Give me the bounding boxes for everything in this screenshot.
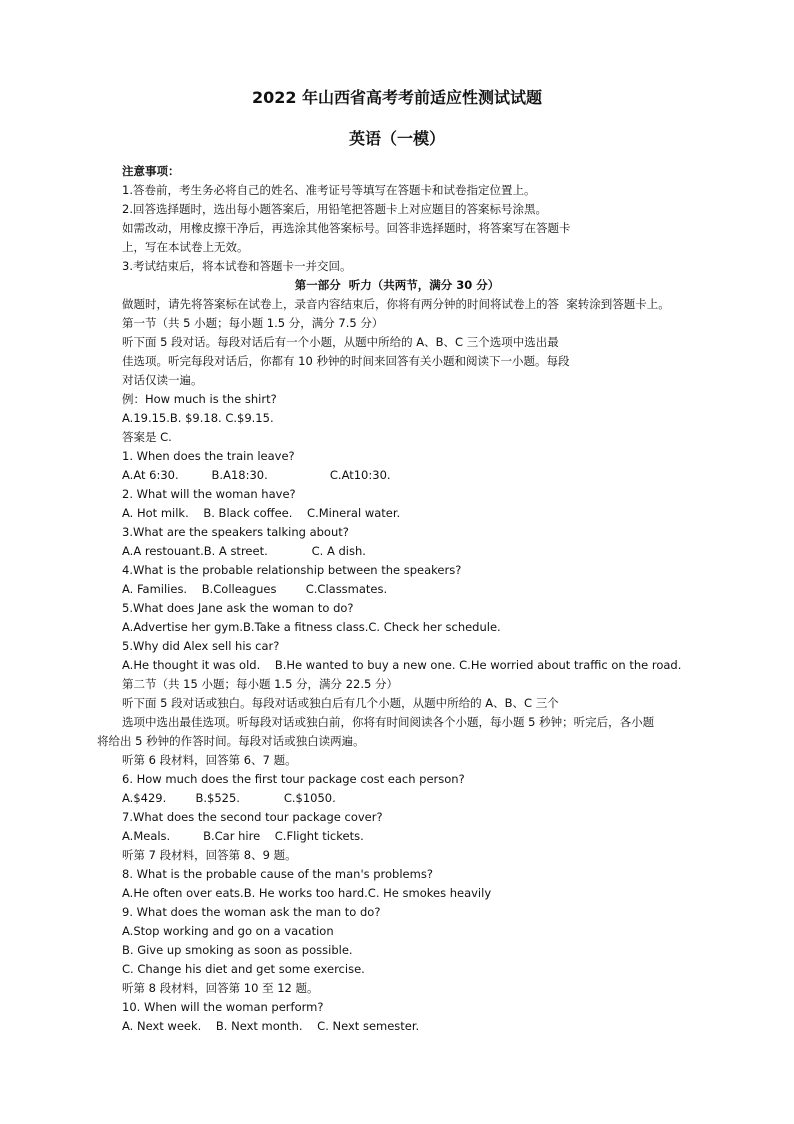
section2-instruction: 将给出 5 秒钟的作答时间。每段对话或独白读两遍。 — [97, 734, 365, 748]
question-options: A.At 6:30. B.A18:30. C.At10:30. — [122, 468, 391, 482]
question-options: A.He often over eats.B. He works too hard.C. He smokes heavily — [122, 886, 492, 900]
question-option: C. Change his diet and get some exercise. — [122, 962, 365, 976]
notice-heading: 注意事项： — [122, 164, 180, 178]
question-text: 1. When does the train leave? — [122, 449, 295, 463]
question-options: A.He thought it was old. B.He wanted to buy a new one. C.He worried about traffic on the road. — [122, 658, 682, 672]
question-text: 9. What does the woman ask the man to do? — [122, 905, 381, 919]
question-options: A. Families. B.Colleagues C.Classmates. — [122, 582, 388, 596]
section1-heading: 第一节（共 5 小题；每小题 1.5 分，满分 7.5 分） — [122, 316, 384, 330]
question-options: A.Meals. B.Car hire C.Flight tickets. — [122, 829, 364, 843]
page-subtitle: 英语（一模） — [348, 129, 445, 148]
question-text: 7.What does the second tour package cover? — [122, 810, 383, 824]
part1-intro: 做题时，请先将答案标在试卷上，录音内容结束后，你将有两分钟的时间将试卷上的答 案转涂到答题卡上。 — [122, 297, 670, 311]
section1-instruction: 对话仅读一遍。 — [122, 373, 203, 387]
part1-heading: 第一部分 听力（共两节，满分 30 分） — [294, 278, 500, 292]
question-text: 8. What is the probable cause of the man's problems? — [122, 867, 433, 881]
section2-heading: 第二节（共 15 小题；每小题 1.5 分，满分 22.5 分） — [122, 677, 398, 691]
section1-instruction: 听下面 5 段对话。每段对话后有一个小题，从题中所给的 A、B、C 三个选项中选出最 — [122, 335, 559, 349]
question-text: 10. When will the woman perform? — [122, 1000, 324, 1014]
section2-instruction: 选项中选出最佳选项。听每段对话或独白前，你将有时间阅读各个小题，每小题 5 秒钟；听完后，各小题 — [122, 715, 655, 729]
question-text: 2. What will the woman have? — [122, 487, 296, 501]
material-heading: 听第 6 段材料，回答第 6、7 题。 — [122, 753, 297, 767]
notice-item: 如需改动，用橡皮擦干净后，再选涂其他答案标号。回答非选择题时，将答案写在答题卡 — [122, 221, 571, 235]
example-options: A.19.15.B. $9.18. C.$9.15. — [122, 411, 274, 425]
notice-item: 3.考试结束后，将本试卷和答题卡一并交回。 — [122, 259, 352, 273]
section2-instruction: 听下面 5 段对话或独白。每段对话或独白后有几个小题，从题中所给的 A、B、C 三个 — [122, 696, 559, 710]
page-title: 2022 年山西省高考考前适应性测试试题 — [251, 88, 543, 107]
notice-item: 1.答卷前，考生务必将自己的姓名、准考证号等填写在答题卡和试卷指定位置上。 — [122, 183, 536, 197]
material-heading: 听第 8 段材料，回答第 10 至 12 题。 — [122, 981, 319, 995]
example-question: 例：How much is the shirt? — [122, 392, 277, 406]
material-heading: 听第 7 段材料，回答第 8、9 题。 — [122, 848, 297, 862]
question-text: 4.What is the probable relationship between the speakers? — [122, 563, 462, 577]
question-text: 6. How much does the first tour package cost each person? — [122, 772, 465, 786]
notice-item: 上，写在本试卷上无效。 — [122, 240, 249, 254]
question-options: A.A restouant.B. A street. C. A dish. — [122, 544, 366, 558]
question-options: A. Hot milk. B. Black coffee. C.Mineral water. — [122, 506, 401, 520]
question-text: 5.What does Jane ask the woman to do? — [122, 601, 354, 615]
example-answer: 答案是 C. — [122, 430, 172, 444]
question-options: A.Advertise her gym.B.Take a fitness class.C. Check her schedule. — [122, 620, 501, 634]
question-text: 3.What are the speakers talking about? — [122, 525, 349, 539]
section1-instruction: 佳选项。听完每段对话后，你都有 10 秒钟的时间来回答有关小题和阅读下一小题。每段 — [122, 354, 570, 368]
question-options: A. Next week. B. Next month. C. Next semester. — [122, 1019, 420, 1033]
question-option: B. Give up smoking as soon as possible. — [122, 943, 353, 957]
notice-item: 2.回答选择题时，选出每小题答案后，用铅笔把答题卡上对应题目的答案标号涂黑。 — [122, 202, 547, 216]
question-text: 5.Why did Alex sell his car? — [122, 639, 280, 653]
question-option: A.Stop working and go on a vacation — [122, 924, 334, 938]
question-options: A.$429. B.$525. C.$1050. — [122, 791, 336, 805]
